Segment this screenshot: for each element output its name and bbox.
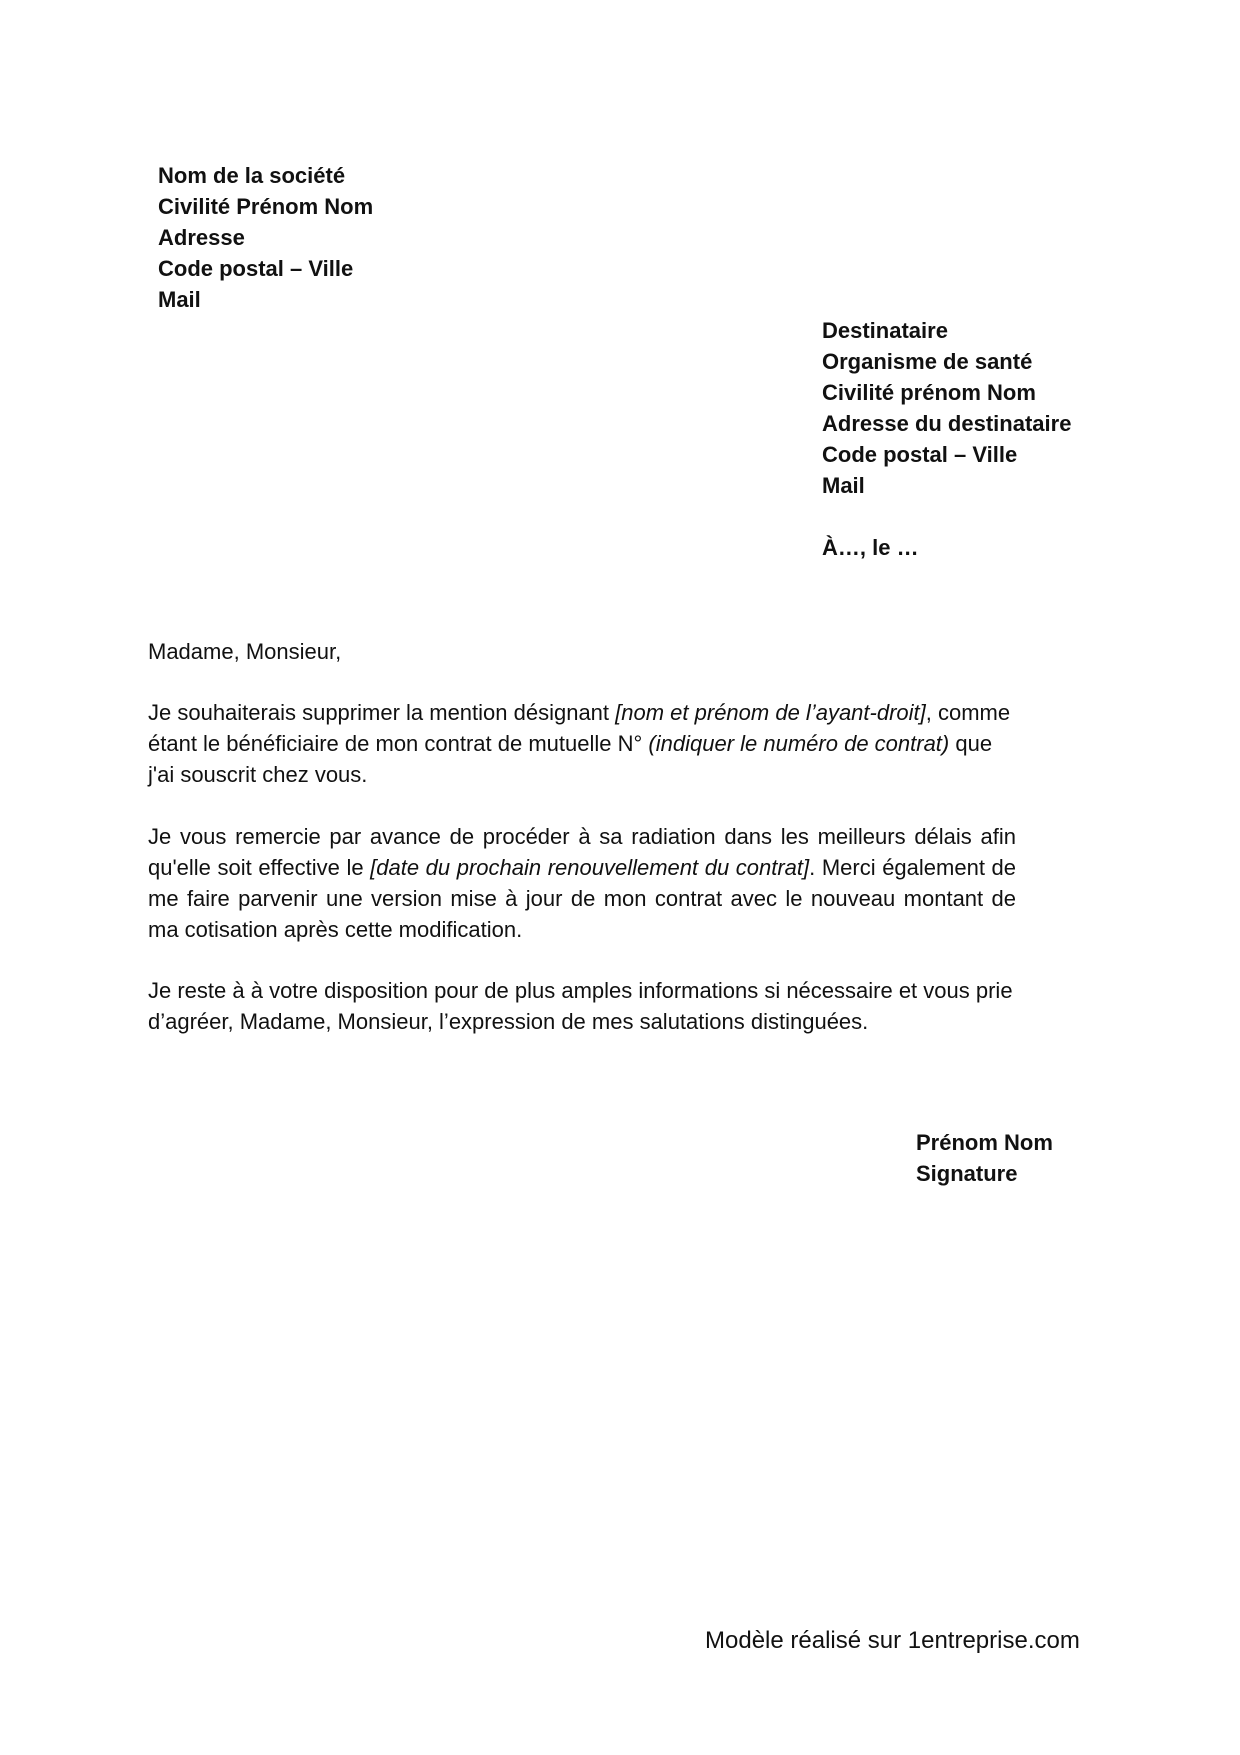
recipient-mail: Mail [822,473,865,498]
sender-city: Code postal – Ville [158,256,354,281]
paragraph-1-placeholder-a: [nom et prénom de l’ayant-droit] [615,700,926,725]
recipient-name: Civilité prénom Nom [822,380,1036,405]
paragraph-1-text-c: que j'ai souscrit chez vous. [148,731,993,787]
paragraph-1-placeholder-b: (indiquer le numéro de contrat) [648,731,950,756]
salutation: Madame, Monsieur, [148,639,342,664]
recipient-label: Destinataire [822,318,948,343]
sender-company: Nom de la société [158,163,346,188]
recipient-address: Adresse du destinataire [822,411,1072,436]
paragraph-2-text-a: Je vous remercie par avance de procéder à sa radiation dans les meilleurs délais afin qu'elle soit effective le [148,824,1016,880]
paragraph-1-text-a: Je souhaiterais supprimer la mention désignant [148,700,616,725]
paragraph-2-text-b: . Merci également de me faire parvenir une version mise à jour de mon contrat avec le nouveau montant de ma cotisation après cette modification. [148,855,1016,942]
sender-mail: Mail [158,287,201,312]
paragraph-1-text-b: , comme étant le bénéficiaire de mon contrat de mutuelle N° [148,700,1011,756]
signature-name: Prénom Nom [916,1130,1053,1155]
sender-block [158,160,373,315]
paragraph-3: Je reste à à votre disposition pour de plus amples informations si nécessaire et vous prie d’agréer, Madame, Monsieur, l’expression de mes salutations distinguées. [148,978,1013,1034]
footer-credit: Modèle réalisé sur 1entreprise.com [705,1627,1080,1654]
date-line: À…, le … [822,535,919,560]
paragraph-2-placeholder-a: [date du prochain renouvellement du contrat] [370,855,810,880]
signature-label: Signature [916,1161,1018,1186]
paragraph-2 [148,821,1016,945]
sender-name: Civilité Prénom Nom [158,194,374,219]
recipient-organism: Organisme de santé [822,349,1033,374]
paragraph-1 [148,697,1016,790]
sender-address: Adresse [158,225,245,250]
signature-block [916,1127,1053,1189]
recipient-block [822,315,1071,563]
recipient-city: Code postal – Ville [822,442,1018,467]
